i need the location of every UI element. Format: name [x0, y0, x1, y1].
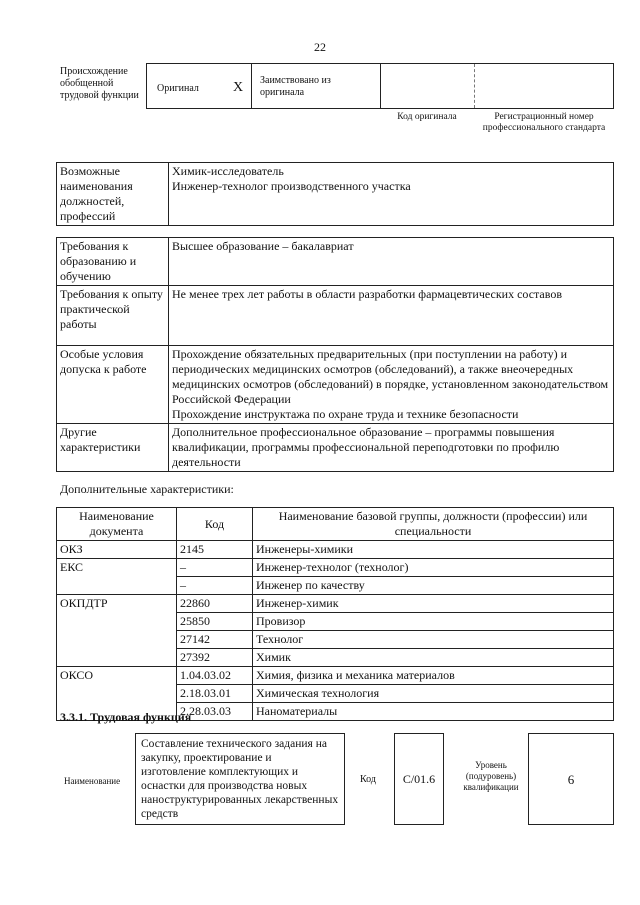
other-value: Дополнительное профессиональное образование – программы повышения квалификации, программы профессиональной переподготовки по профилю деятельности — [169, 424, 614, 472]
function-code-value: C/01.6 — [394, 733, 444, 825]
table-row — [57, 667, 614, 685]
header-code: Код — [177, 508, 253, 541]
doc-cell: ОКПДТР — [57, 595, 177, 667]
code-cell: – — [177, 577, 253, 595]
function-code-label: Код — [360, 774, 376, 785]
borrowed-label: Заимствовано из оригинала — [260, 75, 331, 98]
name-cell: Инженер-технолог (технолог) — [253, 559, 614, 577]
name-cell: Химия, физика и механика материалов — [253, 667, 614, 685]
special-conditions-text-1: Прохождение обязательных предварительных (при поступлении на работу) и периодических медицинских осмотров (обследований), а также внеочередных медицинских осмотров (обследований) в порядке, установленном законодательством Российской Федерации — [172, 347, 609, 406]
section-title: 3.3.1. Трудовая функция — [60, 710, 192, 724]
code-cell: 2.28.03.03 — [177, 703, 253, 721]
qualification-level-label: Уровень (подуровень) квалификации — [463, 760, 519, 792]
requirements-table — [56, 237, 614, 472]
position-1: Химик-исследователь — [172, 164, 284, 178]
name-cell: Химическая технология — [253, 685, 614, 703]
name-cell: Инженер по качеству — [253, 577, 614, 595]
header-document: Наименование документа — [57, 508, 177, 541]
header-name: Наименование базовой группы, должности (профессии) или специальности — [253, 508, 614, 541]
qualification-level-value: 6 — [528, 733, 614, 825]
code-cell: 22860 — [177, 595, 253, 613]
table-row — [57, 595, 614, 613]
position-2: Инженер-технолог производственного участка — [172, 179, 411, 193]
original-mark: X — [233, 80, 244, 95]
special-conditions-text-2: Прохождение инструктажа по охране труда и технике безопасности — [172, 407, 519, 421]
name-cell: Наноматериалы — [253, 703, 614, 721]
additional-title: Дополнительные характеристики: — [60, 482, 234, 496]
name-cell: Провизор — [253, 613, 614, 631]
education-label: Требования к образованию и обучению — [57, 238, 169, 286]
code-original-label: Код оригинала — [397, 112, 457, 122]
doc-cell: ОКСО — [57, 667, 177, 721]
code-cell: 25850 — [177, 613, 253, 631]
code-cell: – — [177, 559, 253, 577]
page-number: 22 — [314, 40, 326, 54]
function-name-value: Составление технического задания на закупку, проектирование и изготовление комплектующих и оснастки для производства новых наноструктурированных лекарственных средств — [135, 733, 345, 825]
positions-table — [56, 162, 614, 226]
registration-number-label: Регистрационный номер профессионального стандарта — [482, 112, 606, 133]
name-cell: Инженер-химик — [253, 595, 614, 613]
code-cell: 1.04.03.02 — [177, 667, 253, 685]
doc-cell: ОКЗ — [57, 541, 177, 559]
special-conditions-value — [169, 346, 614, 424]
original-label: Оригинал — [157, 83, 199, 94]
code-cell: 2.18.03.01 — [177, 685, 253, 703]
additional-table — [56, 507, 614, 721]
name-cell: Химик — [253, 649, 614, 667]
other-label: Другие характеристики — [57, 424, 169, 472]
education-value: Высшее образование – бакалавриат — [169, 238, 614, 286]
name-cell: Технолог — [253, 631, 614, 649]
special-conditions-label: Особые условия допуска к работе — [57, 346, 169, 424]
code-cell: 2145 — [177, 541, 253, 559]
origin-label: Происхождение обобщенной трудовой функции — [60, 66, 139, 101]
positions-values — [169, 163, 614, 226]
table-row — [57, 541, 614, 559]
code-cell: 27392 — [177, 649, 253, 667]
origin-box — [146, 63, 614, 109]
experience-label: Требования к опыту практической работы — [57, 286, 169, 346]
code-cell: 27142 — [177, 631, 253, 649]
doc-cell: ЕКС — [57, 559, 177, 595]
table-row — [57, 559, 614, 577]
name-cell: Инженеры-химики — [253, 541, 614, 559]
function-name-label: Наименование — [64, 776, 121, 786]
positions-label: Возможные наименования должностей, профессий — [57, 163, 169, 226]
experience-value: Не менее трех лет работы в области разработки фармацевтических составов — [169, 286, 614, 346]
